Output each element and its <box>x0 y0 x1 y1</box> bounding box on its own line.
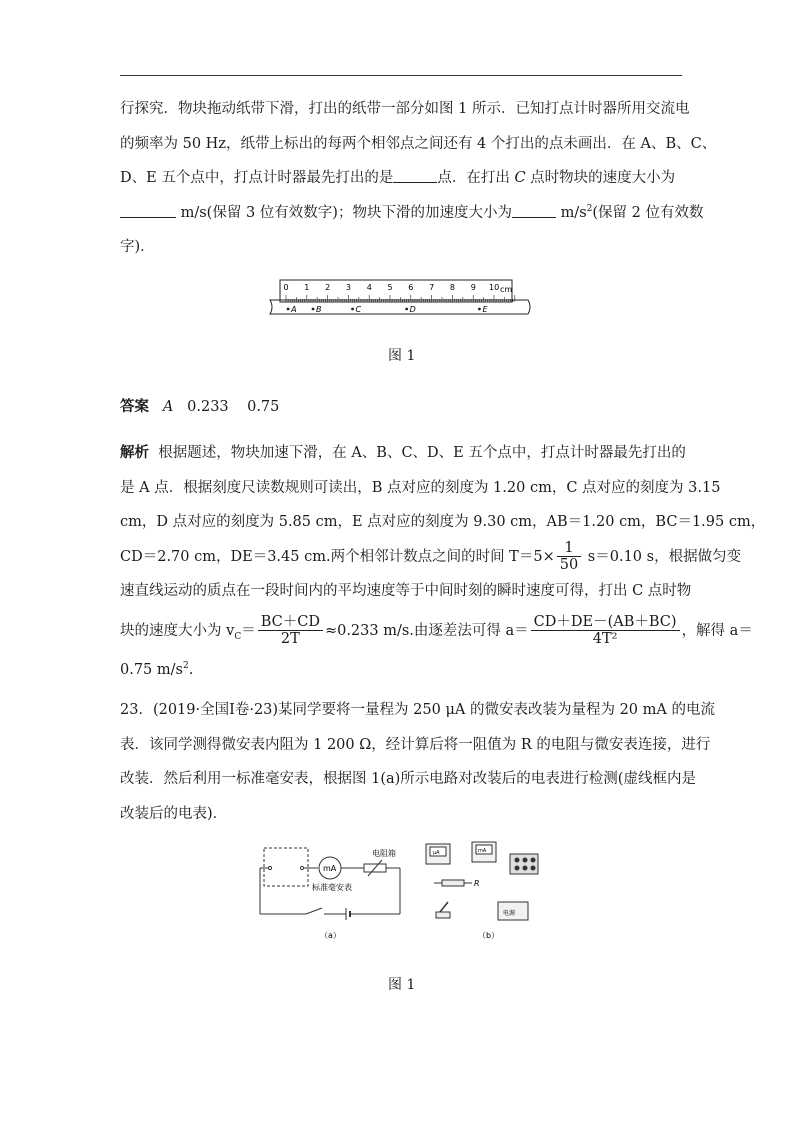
answer-blank-3 <box>512 202 556 218</box>
tape-point-label: B <box>316 305 322 314</box>
tape-point <box>405 308 408 311</box>
power-supply-icon <box>498 902 528 920</box>
tape-point <box>478 308 481 311</box>
resistor-r-icon <box>434 879 480 888</box>
svg-text:μA: μA <box>433 850 440 856</box>
answer-value-3: 0.75 <box>247 399 280 415</box>
switch-icon <box>306 908 322 914</box>
problem-22-text <box>120 92 717 265</box>
ruler-tick-label: 8 <box>449 283 455 292</box>
analysis-line-7: 0.75 $m/s^2$. <box>120 660 194 678</box>
p22-line-1: 行探究．物块拖动纸带下滑，打出的纸带一部分如图 1 所示．已知打点计时器所用交流电 <box>120 101 690 117</box>
ruler-tick-label: 5 <box>387 283 393 292</box>
tape-point-label: E <box>482 305 488 314</box>
switch-device-icon <box>436 902 450 918</box>
tape-points <box>287 305 489 314</box>
ruler-tick-label: 3 <box>345 283 351 292</box>
analysis-line-4: CD＝2.70 cm，DE＝3.45 cm.两个相邻计数点之间的时间 T＝5× $\frac{1}{50}$ s＝0.10 s，根据做匀变 <box>120 540 742 573</box>
fraction-acceleration: $\frac{CD+DE-(AB+BC)}{\text{4T²}}$ <box>531 614 680 647</box>
fraction-1-50: $\frac{1}{50}$ <box>557 540 581 573</box>
tape-point <box>351 308 354 311</box>
answer-blank-2 <box>120 202 176 218</box>
svg-text:电源: 电源 <box>503 910 516 917</box>
figure-1-caption: 图 1 <box>388 348 416 364</box>
tape-point <box>287 308 290 311</box>
problem-23-text <box>120 693 715 831</box>
tape-point <box>312 308 315 311</box>
resistance-box-icon <box>510 854 538 874</box>
answer-line <box>120 390 685 425</box>
ruler-tick-label: 2 <box>325 283 331 292</box>
ruler-tick-label: 6 <box>408 283 414 292</box>
ruler-ticks <box>286 295 515 302</box>
ruler-tick-label: 4 <box>366 283 372 292</box>
ruler-body <box>280 280 512 302</box>
tape-point-label: A <box>291 305 297 314</box>
analysis-line-2: 是 A 点．根据刻度尺读数规则可读出，B 点对应的刻度为 1.20 cm，C 点对应的刻度为 3.15 <box>120 479 721 496</box>
ruler-tick-label: 9 <box>470 283 476 292</box>
figure-2-caption: 图 1 <box>388 977 416 993</box>
ruler-tick-label: 7 <box>429 283 435 292</box>
resistor-box-label: 电阻箱 <box>372 849 396 858</box>
analysis-line-6: 块的速度大小为 $v_C=$ $\frac{BC+CD}{2T}$ ≈0.233 m/s.由逐差法可得 a＝ $\frac{CD+DE-(AB+BC)}{\text{4T²}}$ ，解得 a＝ <box>120 614 753 647</box>
p22-line-3: D、E 五个点中，打点计时器最先打出的是 点．在打出 C 点时物块的速度大小为 <box>120 161 685 196</box>
p23-line-4: 改装后的电表)． <box>120 805 228 822</box>
p22-line-5: 字)． <box>120 239 155 255</box>
p23-line-3: 改装．然后利用一标准毫安表，根据图 1(a)所示电路对改装后的电表进行检测(虚线框内是 <box>120 771 696 787</box>
ruler-tick-label: 10 <box>489 283 500 292</box>
sub-caption-a: （a） <box>320 931 341 940</box>
tape-point-label: D <box>409 305 416 314</box>
svg-text:R: R <box>474 879 480 888</box>
tape-point-label: C <box>355 305 362 314</box>
p23-line-1: 23．(2019·全国Ⅰ卷·23)某同学要将一量程为 250 μA 的微安表改装为量程为 20 mA 的电流 <box>120 702 715 718</box>
answer-blank-1 <box>393 167 437 183</box>
ruler-tick-label: 0 <box>283 283 289 292</box>
figure-circuit <box>250 838 550 950</box>
analysis-line-5: 速直线运动的质点在一段时间内的平均速度等于中间时刻的瞬时速度可得，打出 C 点时物 <box>120 583 692 599</box>
p22-line-4: m/s(保留 3 位有效数字)；物块下滑的加速度大小为 $m/s^2$(保留 2 位有效数 <box>120 196 685 231</box>
ruler-tick-label: 1 <box>304 283 310 292</box>
p22-line-2: 的频率为 50 Hz，纸带上标出的每两个相邻点之间还有 4 个打出的点未画出．在 A、B、C、 <box>120 135 717 152</box>
ammeter-icon <box>472 842 496 862</box>
answer-value-1: A <box>162 399 174 415</box>
analysis-line-1: 根据题述，物块加速下滑，在 A、B、C、D、E 五个点中，打点计时器最先打出的 <box>158 445 686 461</box>
answer-value-2: 0.233 <box>187 399 229 415</box>
analysis-line-3: cm，D 点对应的刻度为 5.85 cm，E 点对应的刻度为 9.30 cm，AB＝1.20 cm，BC＝1.95 cm， <box>120 514 766 530</box>
milliammeter-label: mA <box>323 864 337 873</box>
ruler-labels <box>284 283 500 292</box>
sub-caption-b: （b） <box>478 931 500 940</box>
svg-text:mA: mA <box>478 848 487 854</box>
p23-line-2: 表．该同学测得微安表内阻为 1 200 Ω，经计算后将一阻值为 R 的电阻与微安表连接，进行 <box>120 736 711 753</box>
analysis-label: 解析 <box>120 445 149 461</box>
fraction-velocity: $\frac{BC+CD}{2T}$ <box>258 614 323 647</box>
standard-meter-label: 标准毫安表 <box>312 883 352 892</box>
ruler-unit: cm <box>500 285 513 294</box>
analysis-text <box>120 436 766 687</box>
microammeter-icon <box>426 844 450 864</box>
answer-label: 答案 <box>120 399 149 415</box>
figure-ruler-tape <box>266 278 536 324</box>
header-rule <box>120 75 682 76</box>
